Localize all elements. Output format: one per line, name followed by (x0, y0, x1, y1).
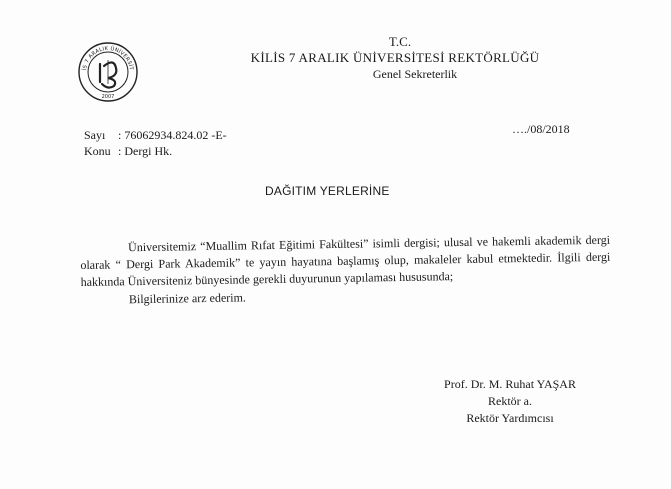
closing-line: Bilgilerinize arz ederim. (128, 290, 246, 307)
reference-block (84, 127, 227, 159)
letter-body (80, 232, 611, 309)
header-department: Genel Sekreterlik (372, 67, 458, 81)
document-date: …./08/2018 (512, 122, 570, 136)
sayi-label: Sayı (84, 128, 106, 142)
konu-label: Konu (84, 144, 111, 158)
seal-year: 2007 (101, 94, 115, 100)
signatory-name: Prof. Dr. M. Ruhat YAŞAR (444, 377, 576, 391)
signature-block (420, 376, 600, 427)
konu-row (84, 143, 227, 159)
university-seal-icon (78, 42, 138, 102)
svg-text:KİLİS 7 ARALIK ÜNİVERSİTESİ (78, 42, 134, 71)
body-paragraph: Üniversitemiz “Muallim Rıfat Eğitimi Fakültesi” isimli dergisi; ulusal ve hakemli akademik dergi olarak “ Dergi Park Akademik” te yayın hayatına başlamış olup, makaleler kabul etmektedir. İlgili dergi hakkında Üniversiteniz bünyesinde gerekli duyurunun yapılaması hususunda; (80, 232, 611, 289)
header-university: KİLİS 7 ARALIK ÜNİVERSİTESİ REKTÖRLÜĞÜ (250, 50, 540, 65)
addressee-title: DAĞITIM YERLERİNE (265, 184, 390, 198)
konu-value: : Dergi Hk. (118, 144, 173, 158)
sayi-value: : 76062934.824.02 -E- (118, 128, 227, 142)
sayi-row (84, 127, 227, 143)
letterhead (160, 34, 630, 82)
seal-ring-text: İS 7 ARALIK ÜNİVERSİT (82, 45, 134, 71)
signatory-title: Rektör Yardımcısı (466, 411, 554, 425)
signatory-role: Rektör a. (488, 394, 532, 408)
header-tc: T.C. (388, 34, 412, 49)
